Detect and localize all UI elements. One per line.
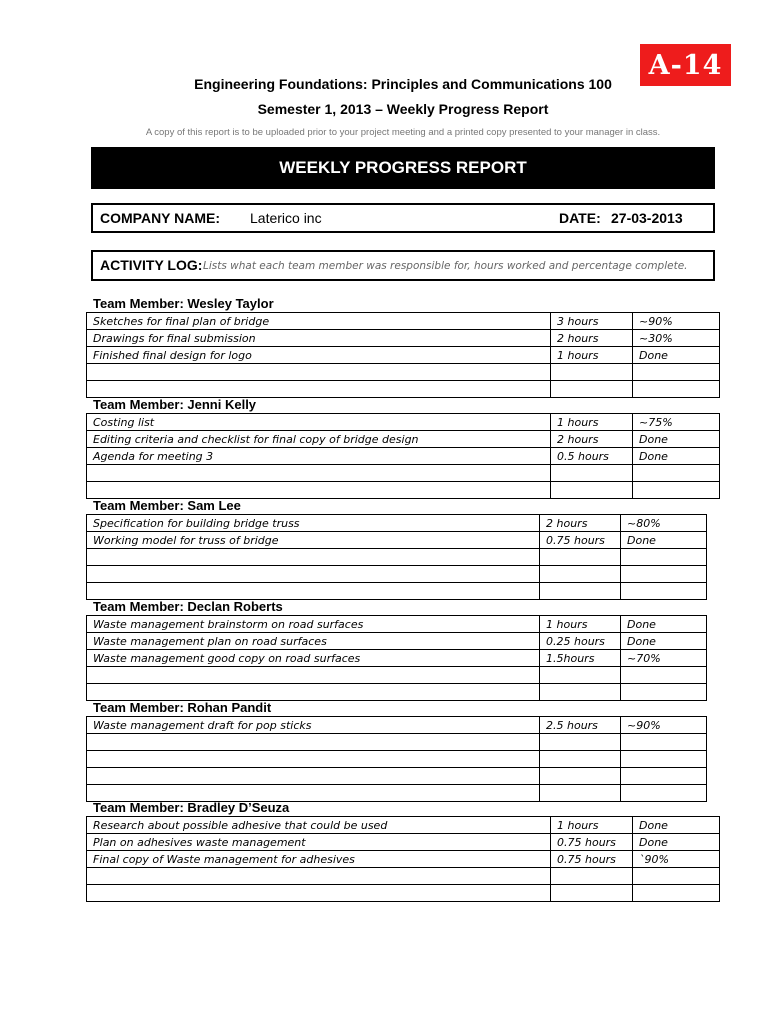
- hours-cell: [540, 583, 621, 600]
- table-row: [87, 734, 707, 751]
- progress-cell: Done: [621, 616, 707, 633]
- hours-cell: [540, 667, 621, 684]
- team-member-heading: Team Member: Sam Lee: [93, 498, 241, 513]
- hours-cell: 3 hours: [551, 313, 633, 330]
- progress-cell: [633, 381, 720, 398]
- table-row: [87, 347, 720, 364]
- hours-cell: 2 hours: [551, 431, 633, 448]
- task-cell: [87, 364, 551, 381]
- task-cell: Waste management good copy on road surfaces: [87, 650, 540, 667]
- table-row: [87, 465, 720, 482]
- task-cell: Drawings for final submission: [87, 330, 551, 347]
- task-cell: Working model for truss of bridge: [87, 532, 540, 549]
- progress-cell: ~90%: [621, 717, 707, 734]
- progress-cell: Done: [621, 532, 707, 549]
- task-cell: [87, 885, 551, 902]
- hours-cell: [540, 566, 621, 583]
- table-row: [87, 667, 707, 684]
- task-cell: [87, 482, 551, 499]
- progress-cell: [633, 364, 720, 381]
- activity-table: [86, 413, 720, 499]
- table-row: [87, 785, 707, 802]
- table-row: [87, 414, 720, 431]
- activity-log-box: [91, 250, 715, 281]
- progress-cell: [621, 583, 707, 600]
- table-row: [87, 448, 720, 465]
- task-cell: Plan on adhesives waste management: [87, 834, 551, 851]
- date-label: DATE:: [559, 210, 601, 226]
- table-row: [87, 885, 720, 902]
- hours-cell: [540, 684, 621, 701]
- hours-cell: [540, 549, 621, 566]
- hours-cell: [540, 785, 621, 802]
- hours-cell: 2 hours: [551, 330, 633, 347]
- hours-cell: [551, 364, 633, 381]
- task-cell: [87, 549, 540, 566]
- hours-cell: 1 hours: [551, 414, 633, 431]
- hours-cell: 1.5hours: [540, 650, 621, 667]
- hours-cell: 0.75 hours: [540, 532, 621, 549]
- progress-cell: ~30%: [633, 330, 720, 347]
- table-row: [87, 482, 720, 499]
- task-cell: Final copy of Waste management for adhesives: [87, 851, 551, 868]
- task-cell: Agenda for meeting 3: [87, 448, 551, 465]
- team-member-heading: Team Member: Declan Roberts: [93, 599, 283, 614]
- hours-cell: [551, 381, 633, 398]
- activity-table: [86, 816, 720, 902]
- hours-cell: 1 hours: [540, 616, 621, 633]
- progress-cell: Done: [633, 817, 720, 834]
- progress-cell: [621, 751, 707, 768]
- table-row: [87, 751, 707, 768]
- table-row: [87, 817, 720, 834]
- task-cell: [87, 868, 551, 885]
- progress-cell: Done: [633, 834, 720, 851]
- table-row: [87, 313, 720, 330]
- progress-cell: [621, 566, 707, 583]
- team-member-heading: Team Member: Bradley D’Seuza: [93, 800, 290, 815]
- table-row: [87, 532, 707, 549]
- hours-cell: 1 hours: [551, 347, 633, 364]
- hours-cell: 0.75 hours: [551, 851, 633, 868]
- task-cell: Waste management brainstorm on road surfaces: [87, 616, 540, 633]
- table-row: [87, 684, 707, 701]
- table-row: [87, 851, 720, 868]
- upload-note: A copy of this report is to be uploaded prior to your project meeting and a printed copy presented to your manager in class.: [145, 127, 661, 138]
- hours-cell: [551, 482, 633, 499]
- hours-cell: [551, 465, 633, 482]
- task-cell: [87, 566, 540, 583]
- hours-cell: 0.25 hours: [540, 633, 621, 650]
- activity-table: [86, 615, 707, 701]
- progress-cell: `90%: [633, 851, 720, 868]
- table-row: [87, 834, 720, 851]
- table-row: [87, 364, 720, 381]
- progress-cell: [633, 482, 720, 499]
- document-code-stamp: A-14: [640, 44, 731, 86]
- company-label: COMPANY NAME:: [100, 210, 221, 226]
- progress-cell: [621, 785, 707, 802]
- progress-cell: Done: [633, 347, 720, 364]
- company-box: [91, 203, 715, 233]
- table-row: [87, 583, 707, 600]
- hours-cell: [540, 734, 621, 751]
- report-banner: WEEKLY PROGRESS REPORT: [91, 147, 715, 189]
- progress-cell: [633, 885, 720, 902]
- task-cell: Costing list: [87, 414, 551, 431]
- task-cell: [87, 583, 540, 600]
- table-row: [87, 515, 707, 532]
- hours-cell: 2 hours: [540, 515, 621, 532]
- table-row: [87, 868, 720, 885]
- course-title: Engineering Foundations: Principles and Communications 100: [194, 76, 612, 92]
- progress-cell: [621, 667, 707, 684]
- progress-cell: [621, 549, 707, 566]
- activity-table: [86, 514, 707, 600]
- hours-cell: [540, 751, 621, 768]
- task-cell: Sketches for final plan of bridge: [87, 313, 551, 330]
- progress-cell: ~75%: [633, 414, 720, 431]
- table-row: [87, 566, 707, 583]
- progress-cell: [621, 768, 707, 785]
- task-cell: [87, 684, 540, 701]
- task-cell: [87, 667, 540, 684]
- hours-cell: 0.75 hours: [551, 834, 633, 851]
- table-row: [87, 650, 707, 667]
- hours-cell: [551, 885, 633, 902]
- task-cell: Finished final design for logo: [87, 347, 551, 364]
- table-row: [87, 633, 707, 650]
- team-member-heading: Team Member: Rohan Pandit: [93, 700, 272, 715]
- task-cell: [87, 465, 551, 482]
- hours-cell: [551, 868, 633, 885]
- report-subtitle: Semester 1, 2013 – Weekly Progress Report: [257, 101, 549, 117]
- hours-cell: 1 hours: [551, 817, 633, 834]
- task-cell: [87, 734, 540, 751]
- activity-log-description: Lists what each team member was responsible for, hours worked and percentage complete.: [203, 260, 688, 272]
- table-row: [87, 717, 707, 734]
- task-cell: [87, 768, 540, 785]
- hours-cell: 0.5 hours: [551, 448, 633, 465]
- date-value: 27-03-2013: [611, 210, 683, 226]
- task-cell: [87, 381, 551, 398]
- progress-cell: [633, 868, 720, 885]
- hours-cell: [540, 768, 621, 785]
- progress-cell: [621, 734, 707, 751]
- activity-log-label: ACTIVITY LOG:: [100, 257, 203, 273]
- table-row: [87, 616, 707, 633]
- task-cell: Editing criteria and checklist for final copy of bridge design: [87, 431, 551, 448]
- task-cell: Research about possible adhesive that could be used: [87, 817, 551, 834]
- activity-table: [86, 312, 720, 398]
- progress-cell: Done: [633, 448, 720, 465]
- table-row: [87, 768, 707, 785]
- table-row: [87, 549, 707, 566]
- progress-cell: Done: [621, 633, 707, 650]
- task-cell: Waste management plan on road surfaces: [87, 633, 540, 650]
- team-member-heading: Team Member: Jenni Kelly: [93, 397, 257, 412]
- task-cell: Specification for building bridge truss: [87, 515, 540, 532]
- task-cell: Waste management draft for pop sticks: [87, 717, 540, 734]
- table-row: [87, 431, 720, 448]
- task-cell: [87, 751, 540, 768]
- progress-cell: ~80%: [621, 515, 707, 532]
- progress-cell: [621, 684, 707, 701]
- progress-cell: ~90%: [633, 313, 720, 330]
- hours-cell: 2.5 hours: [540, 717, 621, 734]
- table-row: [87, 330, 720, 347]
- company-value: Laterico inc: [250, 210, 322, 226]
- activity-table: [86, 716, 707, 802]
- progress-cell: [633, 465, 720, 482]
- progress-cell: Done: [633, 431, 720, 448]
- team-member-heading: Team Member: Wesley Taylor: [93, 296, 274, 311]
- task-cell: [87, 785, 540, 802]
- table-row: [87, 381, 720, 398]
- progress-cell: ~70%: [621, 650, 707, 667]
